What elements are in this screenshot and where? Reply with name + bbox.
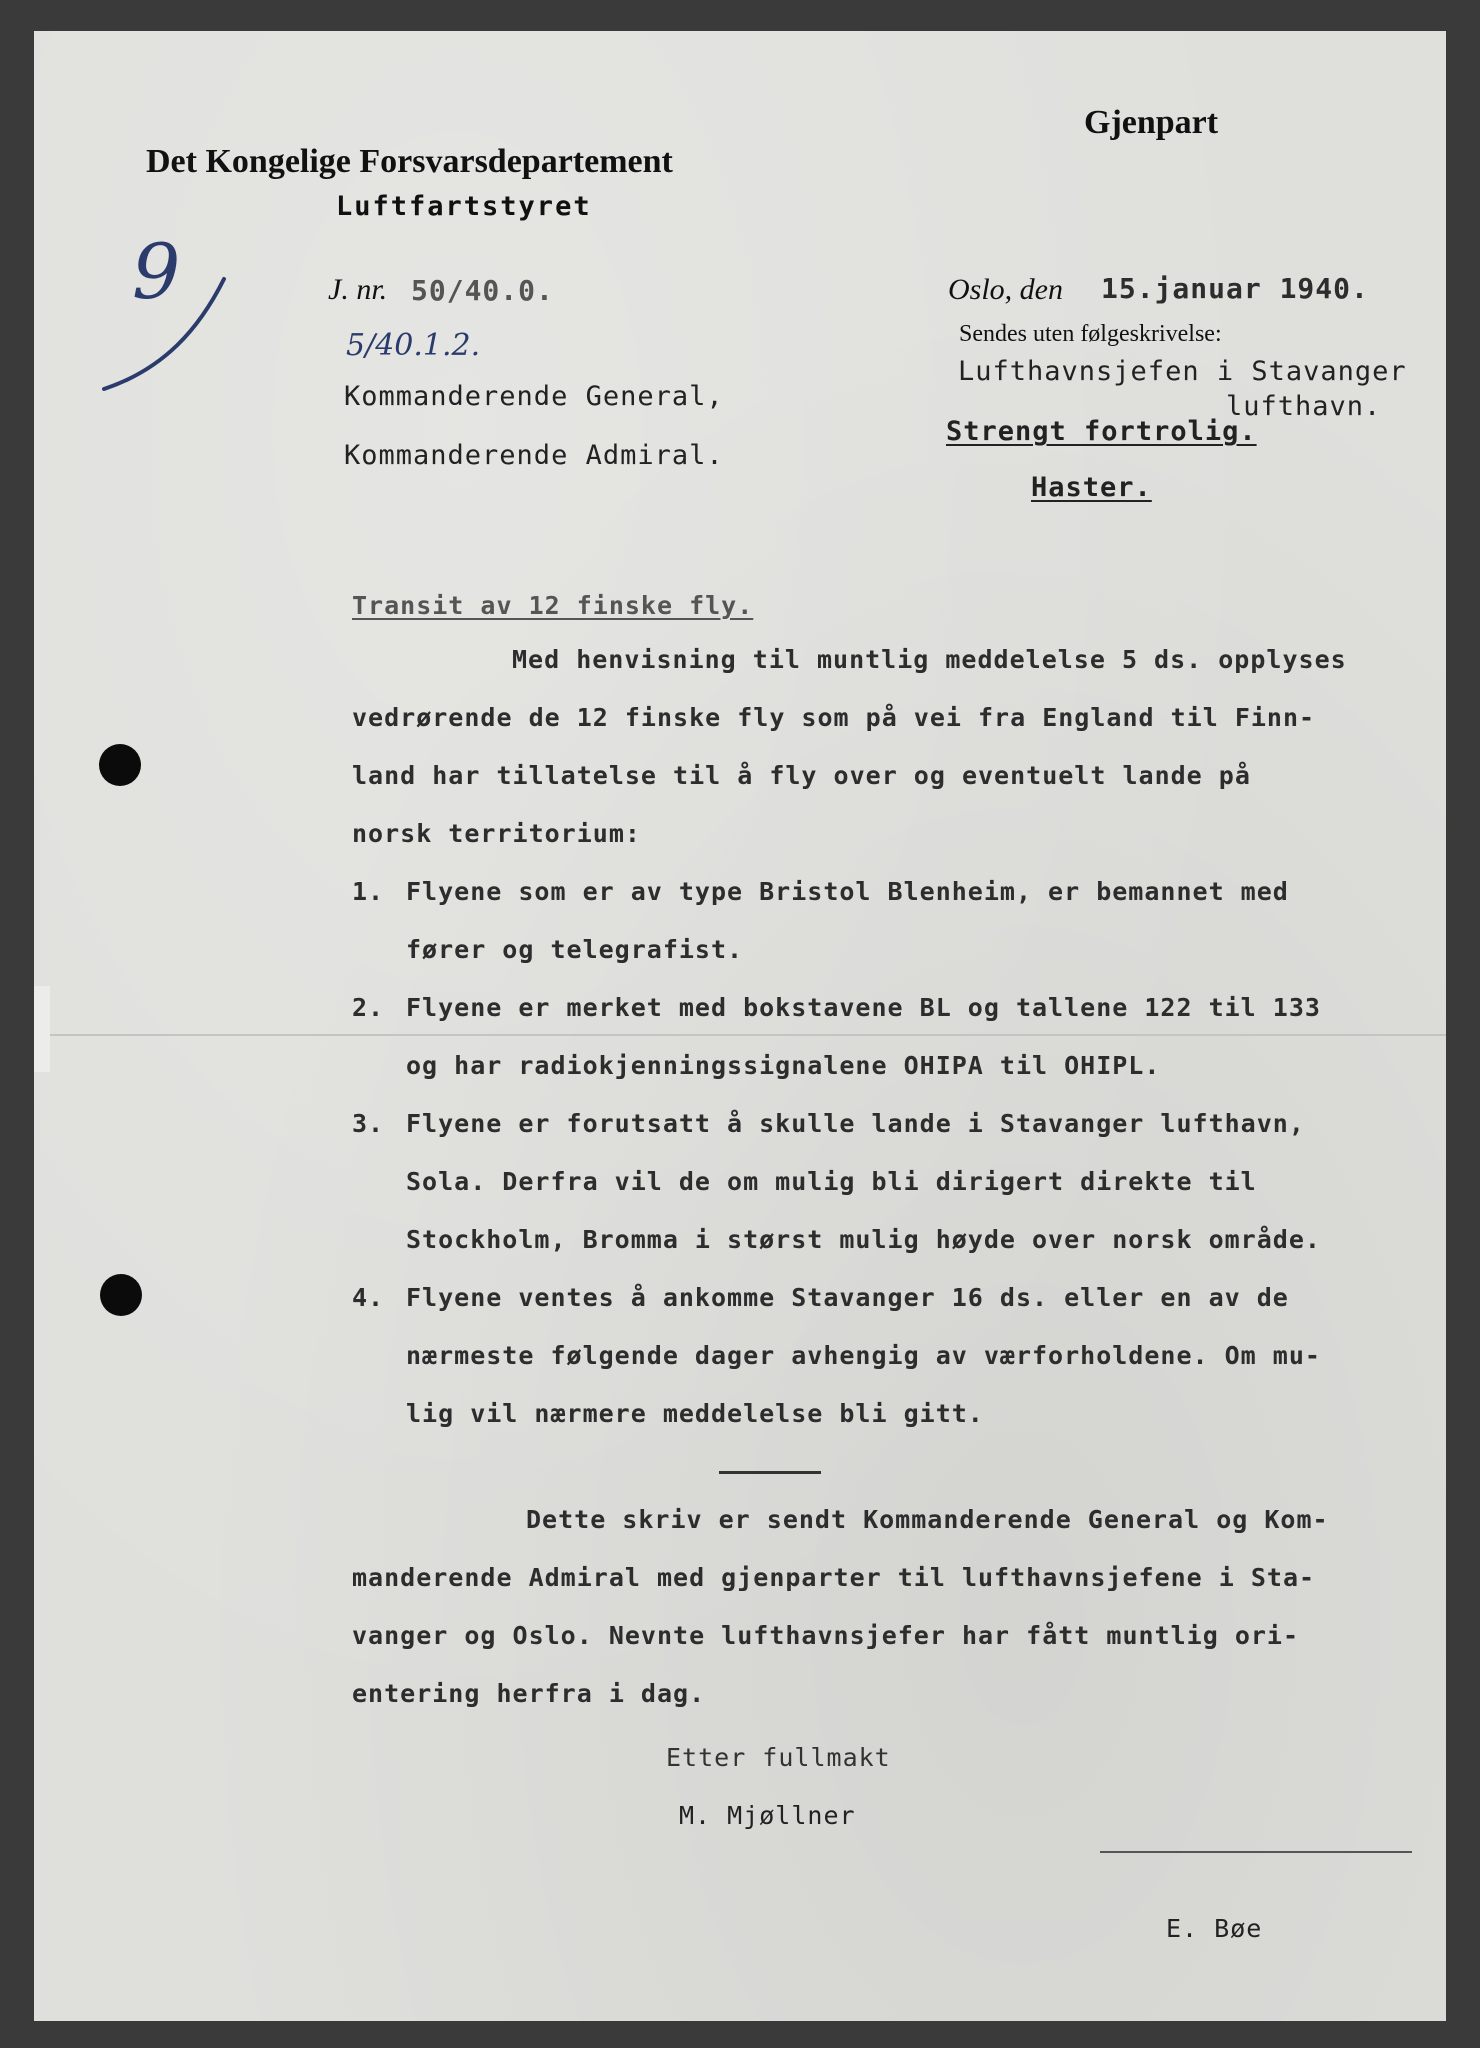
closing-line: manderende Admiral med gjenparter til lufthavnsjefene i Sta- [352, 1563, 1316, 1592]
closing-line: vanger og Oslo. Nevnte lufthavnsjefer har fått muntlig ori- [352, 1621, 1300, 1650]
body-line: vedrørende de 12 finske fly som på vei fra England til Finn- [352, 703, 1316, 732]
signature-name: M. Mjøllner [679, 1801, 856, 1830]
handwritten-reference: 5/40.1.2. [346, 328, 481, 363]
cc-label: Sendes uten følgeskrivelse: [959, 321, 1222, 347]
journal-number: 50/40.0. [411, 274, 554, 307]
secondary-signatory: E. Bøe [1166, 1914, 1263, 1943]
item-line: nærmeste følgende dager avhengig av værforholdene. Om mu- [406, 1341, 1321, 1370]
punch-hole [100, 1274, 142, 1316]
copy-mark: Gjenpart [1084, 104, 1219, 141]
subject-line: Transit av 12 finske fly. [352, 591, 754, 620]
handwritten-number: 9 [132, 227, 181, 316]
body-line: norsk territorium: [352, 819, 641, 848]
separator-rule [719, 1471, 821, 1474]
item-line: fører og telegrafist. [406, 935, 744, 964]
body-line: Med henvisning til muntlig meddelelse 5 ds. opplyses [512, 645, 1347, 674]
place-label: Oslo, den [948, 273, 1063, 306]
signature-rule [1100, 1851, 1412, 1853]
document-page [34, 31, 1446, 2021]
office-name: Luftfartstyret [336, 191, 592, 222]
item-line: Sola. Derfra vil de om mulig bli dirigert direkte til [406, 1167, 1257, 1196]
signature-authority: Etter fullmakt [666, 1743, 891, 1772]
recipient-general: Kommanderende General, [344, 381, 724, 412]
body-line: land har tillatelse til å fly over og eventuelt lande på [352, 761, 1251, 790]
department-name: Det Kongelige Forsvarsdepartement [146, 143, 673, 180]
closing-line: entering herfra i dag. [352, 1679, 706, 1708]
journal-label: J. nr. [328, 273, 388, 306]
item-line: lig vil nærmere meddelelse bli gitt. [406, 1399, 984, 1428]
handwritten-slash [94, 269, 234, 409]
cc-line-2: lufthavn. [1226, 391, 1382, 422]
torn-edge [34, 986, 50, 1072]
item-line: Flyene er forutsatt å skulle lande i Stavanger lufthavn, [406, 1109, 1305, 1138]
item-number: 1. [352, 877, 385, 906]
item-number: 3. [352, 1109, 385, 1138]
fold-crease [34, 1034, 1446, 1036]
secrecy-label: Strengt fortrolig. [946, 416, 1257, 447]
item-number: 4. [352, 1283, 385, 1312]
closing-line: Dette skriv er sendt Kommanderende General og Kom- [526, 1505, 1329, 1534]
item-line: Flyene som er av type Bristol Blenheim, er bemannet med [406, 877, 1289, 906]
item-line: Stockholm, Bromma i størst mulig høyde over norsk område. [406, 1225, 1321, 1254]
item-line: Flyene ventes å ankomme Stavanger 16 ds. eller en av de [406, 1283, 1289, 1312]
recipient-admiral: Kommanderende Admiral. [344, 440, 724, 471]
punch-hole [99, 744, 141, 786]
item-line: og har radiokjenningssignalene OHIPA til OHIPL. [406, 1051, 1161, 1080]
item-number: 2. [352, 993, 385, 1022]
letter-date: 15.januar 1940. [1101, 272, 1369, 305]
priority-label: Haster. [1031, 472, 1152, 503]
item-line: Flyene er merket med bokstavene BL og tallene 122 til 133 [406, 993, 1321, 1022]
cc-line-1: Lufthavnsjefen i Stavanger [958, 356, 1407, 387]
